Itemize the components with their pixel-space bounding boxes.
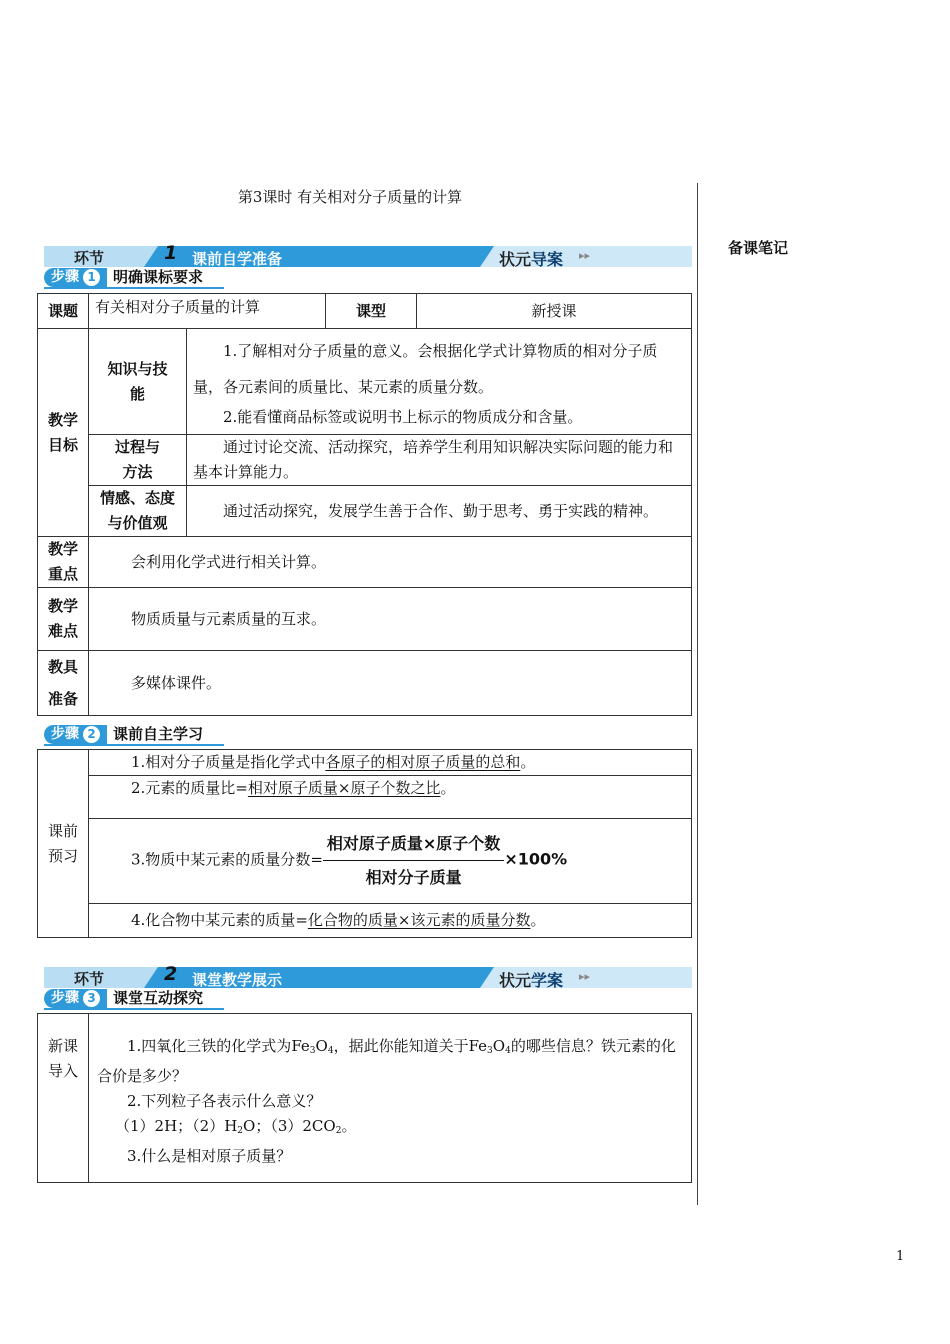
type-value: 新授课	[417, 294, 692, 329]
page-number: 1	[896, 1249, 905, 1264]
section-case: 学案	[531, 971, 564, 990]
notes-divider	[697, 183, 698, 1205]
tools-label: 教具准备	[38, 651, 89, 716]
intro-label: 新课导入	[38, 1014, 89, 1183]
step-number: 2	[83, 726, 100, 743]
intro-question-1: 1.四氧化三铁的化学式为$Fe_3O_4$，据此你能知道关于$Fe_3O_4$的哪些信息？铁元素的化合价是多少？	[97, 1037, 676, 1085]
answer-underline: 各原子的相对原子质量的总和	[325, 753, 521, 771]
double-arrow-icon: ▸▸	[579, 970, 591, 983]
intro-question-2: 2.下列粒子各表示什么意义？	[127, 1092, 322, 1110]
step-number: 1	[83, 269, 100, 286]
goal-line: 2.能看懂商品标签或说明书上标示的物质成分和含量。	[223, 408, 583, 426]
step-1-header	[44, 268, 203, 287]
answer-underline: 相对原子质量×原子个数之比	[247, 779, 441, 797]
step-number: 3	[83, 990, 100, 1007]
difficulty-label: 教学难点	[38, 588, 89, 651]
page-title: 第3课时 有关相对分子质量的计算	[237, 188, 463, 206]
section-brand: 状元	[499, 971, 532, 990]
step-title: 明确课标要求	[113, 268, 204, 286]
goal-content-process: 通过讨论交流、活动探究，培养学生利用知识解决实际问题的能力和基本计算能力。	[187, 435, 692, 486]
step-title: 课前自主学习	[113, 725, 204, 743]
intro-table	[37, 1013, 692, 1183]
goals-label: 教学目标	[38, 329, 89, 537]
section-number: 2	[164, 963, 178, 985]
step-title: 课堂互动探究	[113, 989, 204, 1007]
goal-label-process: 过程与方法	[89, 435, 187, 486]
double-arrow-icon: ▸▸	[579, 249, 591, 262]
step-label: 步骤	[51, 269, 79, 285]
intro-question-3: 3.什么是相对原子质量？	[127, 1147, 292, 1165]
answer-underline: 化合物的质量×该元素的质量分数	[307, 911, 531, 929]
preview-item-4: 4.化合物中某元素的质量=化合物的质量×该元素的质量分数。	[89, 904, 692, 938]
section-label: 环节	[74, 970, 105, 988]
section-number: 1	[164, 242, 178, 264]
tools-value: 多媒体课件。	[89, 651, 692, 716]
intro-content	[89, 1014, 692, 1183]
mass-fraction-formula: $\frac{\text{相对原子质量×原子个数}}{\text{相对分子质量}}$	[323, 831, 504, 890]
difficulty-value: 物质质量与元素质量的互求。	[89, 588, 692, 651]
section-banner-2	[44, 963, 692, 990]
section-stage: 课前自学准备	[192, 250, 283, 268]
intro-question-2-items: （1）2H；$(2)H_2O$；$(3)2CO_2$。	[115, 1117, 357, 1136]
section-case: 导案	[531, 250, 564, 269]
key-point-label: 教学重点	[38, 537, 89, 588]
goal-content-knowledge	[187, 329, 692, 435]
goal-label-attitude: 情感、态度与价值观	[89, 486, 187, 537]
step-label: 步骤	[51, 990, 79, 1006]
goal-line: 1.了解相对分子质量的意义。会根据化学式计算物质的相对分子质量，各元素间的质量比、某元素的质量分数。	[193, 342, 658, 396]
goal-content-attitude: 通过活动探究，发展学生善于合作、勤于思考、勇于实践的精神。	[187, 486, 692, 537]
preview-label: 课前预习	[38, 750, 89, 938]
preview-item-3: 3.物质中某元素的质量分数= $\frac{\text{相对原子质量×原子个数}}{\text{相对分子质量}}$ ×100%	[89, 819, 692, 904]
section-stage: 课堂教学展示	[192, 971, 283, 989]
section-banner-1	[44, 242, 692, 269]
step-label: 步骤	[51, 726, 79, 742]
preview-item-1: 1.相对分子质量是指化学式中各原子的相对原子质量的总和。	[89, 750, 692, 776]
topic-label: 课题	[38, 294, 89, 329]
type-label: 课型	[326, 294, 417, 329]
section-label: 环节	[74, 249, 105, 267]
topic-value: 有关相对分子质量的计算	[89, 294, 326, 329]
key-point-value: 会利用化学式进行相关计算。	[89, 537, 692, 588]
preview-item-2: 2.元素的质量比=相对原子质量×原子个数之比。	[89, 776, 692, 819]
goal-label-knowledge: 知识与技能	[89, 329, 187, 435]
preview-table	[37, 749, 692, 938]
course-standards-table	[37, 293, 692, 716]
side-notes-heading: 备课笔记	[728, 239, 789, 257]
section-brand: 状元	[499, 250, 532, 269]
step-3-header	[44, 989, 203, 1008]
step-2-header	[44, 725, 203, 744]
